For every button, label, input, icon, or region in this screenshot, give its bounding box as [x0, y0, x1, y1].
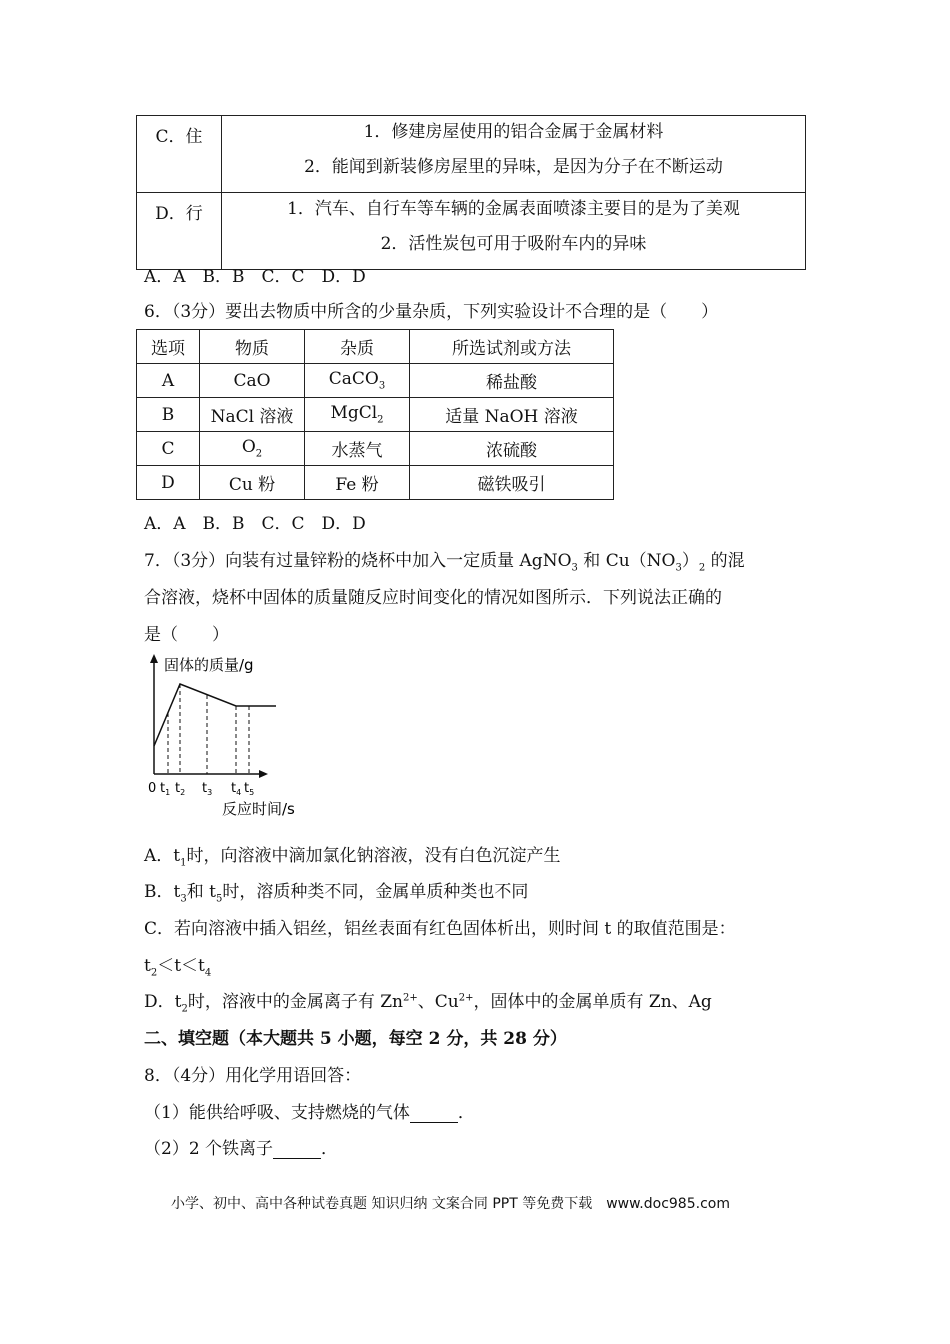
cell-impurity: Fe 粉	[305, 466, 410, 500]
table-row	[137, 466, 614, 500]
impurity-table	[136, 329, 614, 500]
tick-label-t3: $t_3$	[202, 781, 213, 797]
subscript: 3	[571, 562, 578, 574]
cell-substance: NaCl 溶液	[200, 398, 305, 432]
x-axis-arrow	[259, 770, 268, 778]
text: （1）能供给呼吸、支持燃烧的气体	[144, 1103, 410, 1123]
q7-line1	[144, 546, 745, 573]
text: ＜t＜t	[157, 956, 205, 976]
q7-option-b	[144, 877, 528, 904]
cell-option: C	[137, 432, 200, 466]
subscript: 5	[215, 893, 223, 905]
subscript: 2	[377, 414, 384, 426]
subscript: 3	[180, 893, 187, 905]
cell-substance	[200, 432, 305, 466]
text: 时，向溶液中滴加氯化钠溶液，没有白色沉淀产生	[186, 846, 561, 866]
q7-option-c-line1: C．若向溶液中插入铝丝，铝丝表面有红色固体析出，则时间 t 的取值范围是：	[144, 919, 736, 939]
category-table	[136, 115, 806, 270]
row-line: 2．能闻到新装修房屋里的异味，是因为分子在不断运动	[304, 157, 723, 177]
table-row	[137, 193, 806, 270]
table-row	[137, 432, 614, 466]
subscript: 3	[675, 562, 682, 574]
text: 时，溶液中的金属离子有 Zn	[187, 992, 404, 1012]
subscript: 2	[698, 562, 706, 574]
table-row	[137, 116, 806, 193]
impurity-text: CaCO	[328, 369, 379, 390]
row-line: 1．汽车、自行车等车辆的金属表面喷漆主要目的是为了美观	[287, 199, 740, 219]
q5-options: A．A B．B C．C D．D	[144, 267, 366, 287]
text: A．t	[144, 846, 181, 866]
header-cell: 物质	[200, 330, 305, 364]
answer-blank[interactable]	[410, 1106, 458, 1123]
q6-options: A．A B．B C．C D．D	[144, 514, 366, 534]
table-header-row	[137, 330, 614, 364]
tick-label-t1: $t_1$	[160, 781, 171, 797]
cell-impurity: 水蒸气	[305, 432, 410, 466]
subscript: 2	[150, 967, 158, 979]
cell-method: 稀盐酸	[410, 364, 614, 398]
text: t	[144, 956, 151, 976]
subscript: 2	[181, 1003, 188, 1015]
text: B．t	[144, 882, 181, 902]
text: ，固体中的金属单质有 Zn、Ag	[473, 992, 712, 1012]
cell-method: 磁铁吸引	[410, 466, 614, 500]
cell-option: D	[137, 466, 200, 500]
impurity-text: MgCl	[330, 403, 378, 424]
row-line: 1．修建房屋使用的铝合金属于金属材料	[363, 122, 664, 142]
text: 7．（3分）向装有过量锌粉的烧杯中加入一定质量 AgNO	[144, 551, 572, 571]
table-row	[137, 398, 614, 432]
row-label: D．行	[137, 193, 222, 270]
cell-impurity	[305, 398, 410, 432]
tick-label-t4: $t_4$	[231, 781, 242, 797]
q8-part2	[144, 1134, 338, 1159]
answer-blank[interactable]	[273, 1142, 321, 1159]
mass-time-graph	[140, 650, 300, 825]
x-axis-label: 反应时间/s	[222, 800, 295, 818]
q8-stem: 8．（4分）用化学用语回答：	[144, 1066, 362, 1086]
subscript: 2	[255, 448, 263, 460]
text: 和 Cu（NO	[577, 551, 676, 571]
subscript: 1	[180, 857, 187, 869]
row-line: 2．活性炭包可用于吸附车内的异味	[380, 234, 647, 254]
q7-line3: 是（ ）	[144, 625, 229, 645]
header-cell: 选项	[137, 330, 200, 364]
superscript: 2+	[403, 992, 418, 1004]
mass-curve	[154, 684, 276, 746]
q7-option-d	[144, 987, 712, 1014]
text: 、Cu	[417, 992, 459, 1012]
subscript: 3	[378, 380, 386, 392]
substance-text: O	[241, 437, 256, 458]
cell-substance: Cu 粉	[200, 466, 305, 500]
q7-line2: 合溶液，烧杯中固体的质量随反应时间变化的情况如图所示．下列说法正确的	[144, 588, 722, 608]
section-heading: 二、填空题（本大题共 5 小题，每空 2 分，共 28 分）	[144, 1029, 567, 1049]
q8-part1	[144, 1098, 475, 1123]
y-axis-arrow	[150, 654, 158, 663]
row-content	[222, 116, 806, 193]
page-footer: 小学、初中、高中各种试卷真题 知识归纳 文案合同 PPT 等免费下载 www.doc985.com	[171, 1196, 730, 1212]
row-label: C．住	[137, 116, 222, 193]
text: D．t	[144, 992, 182, 1012]
header-cell: 杂质	[305, 330, 410, 364]
tick-label-t2: $t_2$	[175, 781, 186, 797]
tick-label-t5: $t_5$	[244, 781, 255, 797]
q6-stem: 6．（3分）要出去物质中所含的少量杂质，下列实验设计不合理的是（ ）	[144, 302, 719, 322]
text: 的混	[705, 551, 745, 571]
text: ）	[681, 551, 699, 571]
superscript: 2+	[458, 992, 474, 1004]
cell-option: A	[137, 364, 200, 398]
cell-method: 适量 NaOH 溶液	[410, 398, 614, 432]
cell-impurity	[305, 364, 410, 398]
row-content	[222, 193, 806, 270]
cell-substance: CaO	[200, 364, 305, 398]
text: 和 t	[186, 882, 216, 902]
q7-option-c-line2	[144, 951, 211, 978]
cell-option: B	[137, 398, 200, 432]
text: 时，溶质种类不同，金属单质种类也不同	[222, 882, 529, 902]
text: ．	[321, 1139, 339, 1159]
origin-label: 0	[148, 781, 157, 796]
y-axis-label: 固体的质量/g	[164, 656, 254, 674]
text: （2）2 个铁离子	[144, 1139, 274, 1159]
q7-option-a	[144, 841, 560, 868]
header-cell: 所选试剂或方法	[410, 330, 614, 364]
subscript: 4	[204, 967, 212, 979]
text: ．	[457, 1103, 475, 1123]
cell-method: 浓硫酸	[410, 432, 614, 466]
table-row	[137, 364, 614, 398]
